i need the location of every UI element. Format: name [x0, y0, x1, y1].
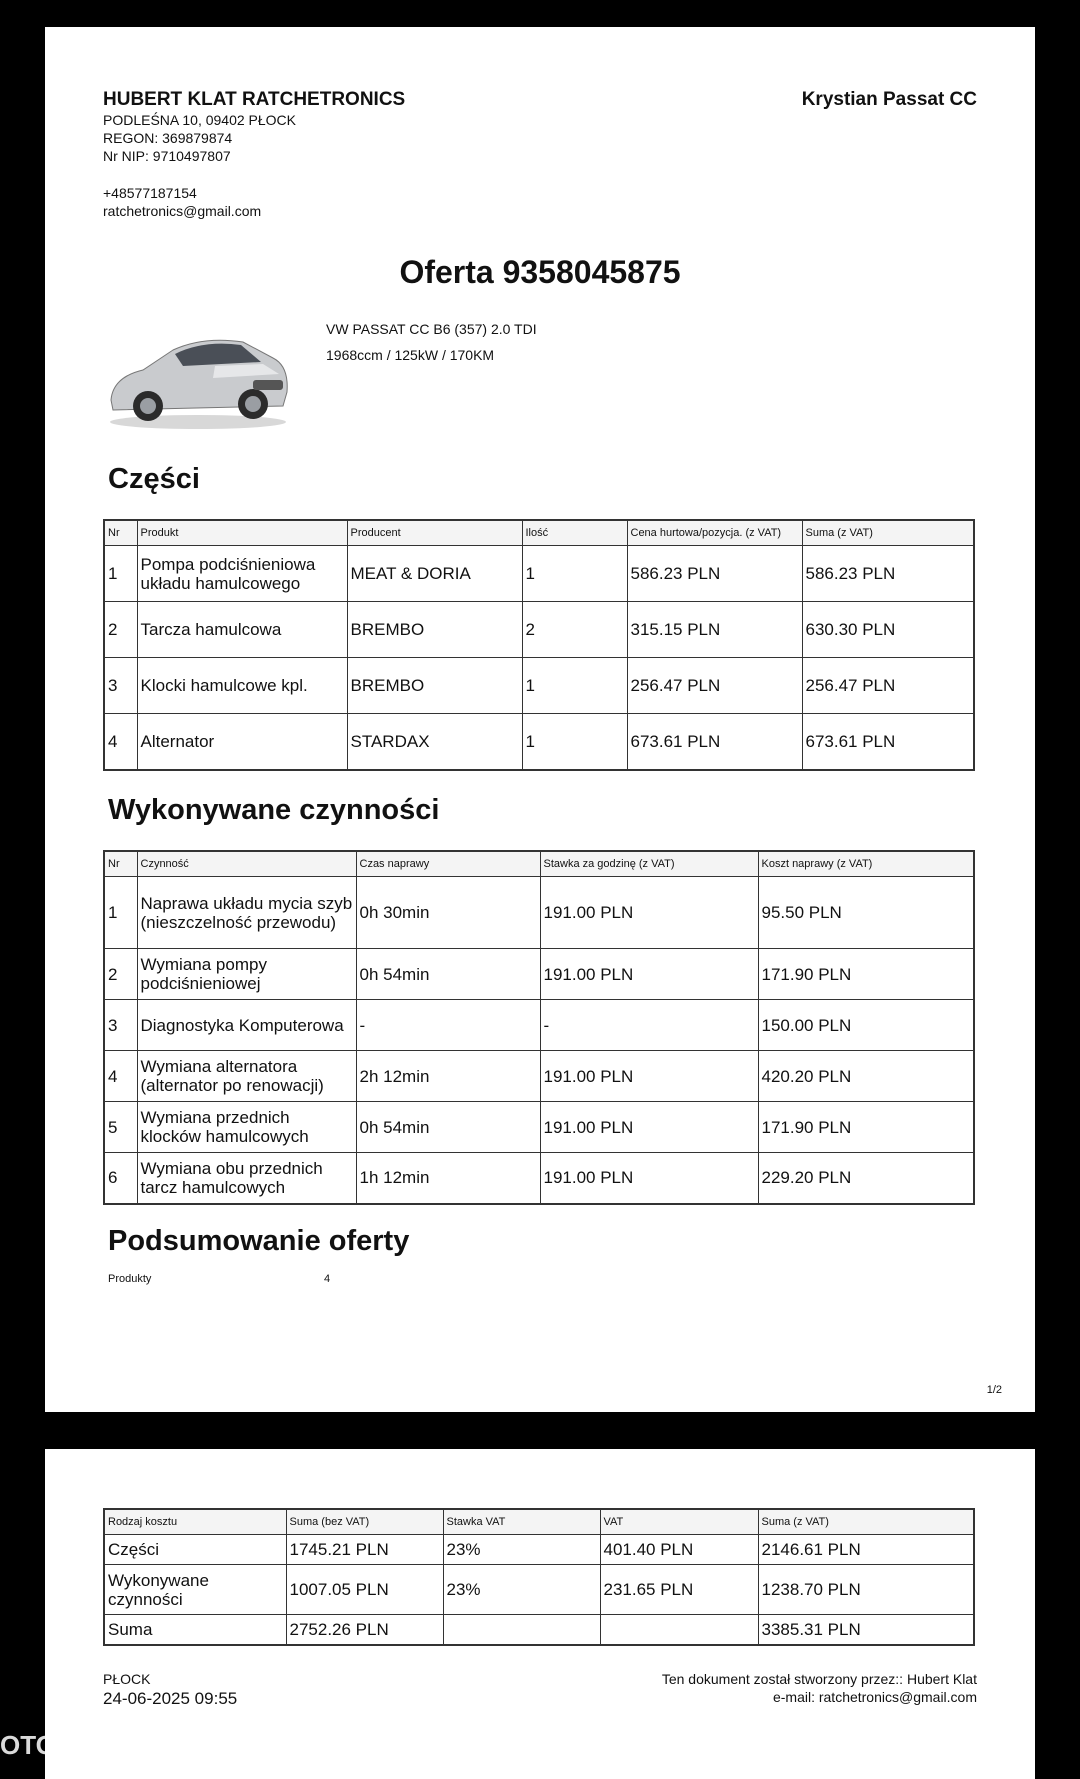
cell-unit-price: 315.15 PLN: [627, 602, 802, 658]
cell-vat: 401.40 PLN: [600, 1535, 758, 1565]
cell-cost-type: Części: [104, 1535, 286, 1565]
cell-producer: BREMBO: [347, 658, 522, 714]
cell-product: Klocki hamulcowe kpl.: [137, 658, 347, 714]
company-name: HUBERT KLAT RATCHETRONICS: [103, 89, 406, 110]
parts-header: Producent: [347, 520, 522, 546]
services-header: Czas naprawy: [356, 851, 540, 877]
cell-rate: 191.00 PLN: [540, 1153, 758, 1204]
cell-nr: 4: [104, 1051, 137, 1102]
table-row: [104, 1565, 974, 1615]
document-page-2: [45, 1449, 1035, 1779]
cell-producer: STARDAX: [347, 714, 522, 770]
cell-nr: 4: [104, 714, 137, 770]
parts-header: Produkt: [137, 520, 347, 546]
summary-title: Podsumowanie oferty: [108, 1225, 410, 1257]
table-row: [104, 714, 974, 770]
cell-nr: 2: [104, 949, 137, 1000]
cell-cost-type: Wykonywane czynności: [104, 1565, 286, 1615]
footer-date: 24-06-2025 09:55: [103, 1689, 238, 1708]
cell-product: Tarcza hamulcowa: [137, 602, 347, 658]
cell-rate: 191.00 PLN: [540, 877, 758, 949]
cell-net: 2752.26 PLN: [286, 1615, 443, 1645]
cell-time: -: [356, 1000, 540, 1051]
cell-qty: 1: [522, 546, 627, 602]
car-model: VW PASSAT CC B6 (357) 2.0 TDI: [326, 321, 537, 337]
cell-rate: 191.00 PLN: [540, 1102, 758, 1153]
cell-cost: 171.90 PLN: [758, 949, 974, 1000]
footer-contact: e-mail: ratchetronics@gmail.com: [772, 1689, 977, 1705]
table-row: [104, 1153, 974, 1204]
cell-service: Diagnostyka Komputerowa: [137, 1000, 356, 1051]
services-title: Wykonywane czynności: [108, 794, 440, 826]
company-phone: +48577187154: [103, 185, 197, 201]
footer-city: PŁOCK: [103, 1671, 151, 1687]
cell-nr: 3: [104, 658, 137, 714]
cell-gross: 2146.61 PLN: [758, 1535, 974, 1565]
cell-rate: -: [540, 1000, 758, 1051]
table-row: [104, 877, 974, 949]
costs-header: Suma (bez VAT): [286, 1509, 443, 1535]
cell-qty: 1: [522, 714, 627, 770]
cell-producer: MEAT & DORIA: [347, 546, 522, 602]
cell-service: Wymiana przednich klocków hamulcowych: [137, 1102, 356, 1153]
costs-header: Stawka VAT: [443, 1509, 600, 1535]
cell-total: 256.47 PLN: [802, 658, 974, 714]
table-row: [104, 949, 974, 1000]
company-email: ratchetronics@gmail.com: [103, 203, 262, 219]
parts-title: Części: [108, 463, 200, 495]
cell-qty: 2: [522, 602, 627, 658]
cell-cost: 171.90 PLN: [758, 1102, 974, 1153]
company-nip: Nr NIP: 9710497807: [103, 148, 231, 164]
car-image: [103, 322, 293, 437]
client-name: Krystian Passat CC: [801, 89, 977, 110]
watermark-logo: OTO: [0, 1730, 56, 1760]
table-row: [104, 658, 974, 714]
cell-net: 1007.05 PLN: [286, 1565, 443, 1615]
services-header: Czynność: [137, 851, 356, 877]
costs-header: Suma (z VAT): [758, 1509, 974, 1535]
table-row: [104, 1051, 974, 1102]
cell-rate: 191.00 PLN: [540, 1051, 758, 1102]
cell-vat-rate: 23%: [443, 1565, 600, 1615]
cell-nr: 5: [104, 1102, 137, 1153]
cell-unit-price: 586.23 PLN: [627, 546, 802, 602]
offer-title: Oferta 9358045875: [399, 254, 681, 290]
table-row: [104, 602, 974, 658]
parts-header: Ilość: [522, 520, 627, 546]
cell-rate: 191.00 PLN: [540, 949, 758, 1000]
cell-gross: 3385.31 PLN: [758, 1615, 974, 1645]
summary-products-value: 4: [324, 1273, 331, 1285]
cell-vat: 231.65 PLN: [600, 1565, 758, 1615]
cell-time: 0h 30min: [356, 877, 540, 949]
services-table: [103, 850, 975, 1205]
parts-header: Cena hurtowa/pozycja. (z VAT): [627, 520, 802, 546]
car-specs: 1968ccm / 125kW / 170KM: [326, 347, 495, 363]
cell-nr: 1: [104, 546, 137, 602]
costs-table: [103, 1508, 975, 1646]
costs-header: VAT: [600, 1509, 758, 1535]
cell-vat: [600, 1615, 758, 1645]
cell-total: 673.61 PLN: [802, 714, 974, 770]
cell-time: 0h 54min: [356, 1102, 540, 1153]
cell-producer: BREMBO: [347, 602, 522, 658]
cell-total: 630.30 PLN: [802, 602, 974, 658]
services-header-row: [104, 851, 974, 877]
cell-vat-rate: 23%: [443, 1535, 600, 1565]
table-row: [104, 1102, 974, 1153]
cell-nr: 3: [104, 1000, 137, 1051]
cell-nr: 6: [104, 1153, 137, 1204]
parts-header: Nr: [104, 520, 137, 546]
cell-total: 586.23 PLN: [802, 546, 974, 602]
page-number: 1/2: [986, 1384, 1002, 1396]
cell-service: Wymiana alternatora (alternator po renowacji): [137, 1051, 356, 1102]
parts-table: [103, 519, 975, 771]
costs-header: Rodzaj kosztu: [104, 1509, 286, 1535]
cell-nr: 1: [104, 877, 137, 949]
table-row: [104, 546, 974, 602]
cell-product: Pompa podciśnieniowa układu hamulcowego: [137, 546, 347, 602]
parts-header: Suma (z VAT): [802, 520, 974, 546]
cell-time: 2h 12min: [356, 1051, 540, 1102]
table-row: [104, 1535, 974, 1565]
table-row: [104, 1615, 974, 1645]
cell-cost-type: Suma: [104, 1615, 286, 1645]
cell-service: Naprawa układu mycia szyb (nieszczelność przewodu): [137, 877, 356, 949]
services-header: Nr: [104, 851, 137, 877]
cell-cost: 420.20 PLN: [758, 1051, 974, 1102]
costs-header-row: [104, 1509, 974, 1535]
parts-header-row: [104, 520, 974, 546]
cell-qty: 1: [522, 658, 627, 714]
services-header: Koszt naprawy (z VAT): [758, 851, 974, 877]
cell-unit-price: 673.61 PLN: [627, 714, 802, 770]
cell-cost: 95.50 PLN: [758, 877, 974, 949]
cell-nr: 2: [104, 602, 137, 658]
cell-cost: 229.20 PLN: [758, 1153, 974, 1204]
cell-service: Wymiana pompy podciśnieniowej: [137, 949, 356, 1000]
services-header: Stawka za godzinę (z VAT): [540, 851, 758, 877]
cell-gross: 1238.70 PLN: [758, 1565, 974, 1615]
cell-cost: 150.00 PLN: [758, 1000, 974, 1051]
cell-product: Alternator: [137, 714, 347, 770]
cell-unit-price: 256.47 PLN: [627, 658, 802, 714]
table-row: [104, 1000, 974, 1051]
cell-vat-rate: [443, 1615, 600, 1645]
summary-products-label: Produkty: [108, 1273, 152, 1285]
cell-net: 1745.21 PLN: [286, 1535, 443, 1565]
company-regon: REGON: 369879874: [103, 130, 233, 146]
cell-time: 0h 54min: [356, 949, 540, 1000]
cell-time: 1h 12min: [356, 1153, 540, 1204]
cell-service: Wymiana obu przednich tarcz hamulcowych: [137, 1153, 356, 1204]
company-address: PODLEŚNA 10, 09402 PŁOCK: [103, 112, 296, 128]
document-page-1: [45, 27, 1035, 1412]
footer-created-by: Ten dokument został stworzony przez:: Hubert Klat: [661, 1671, 977, 1687]
